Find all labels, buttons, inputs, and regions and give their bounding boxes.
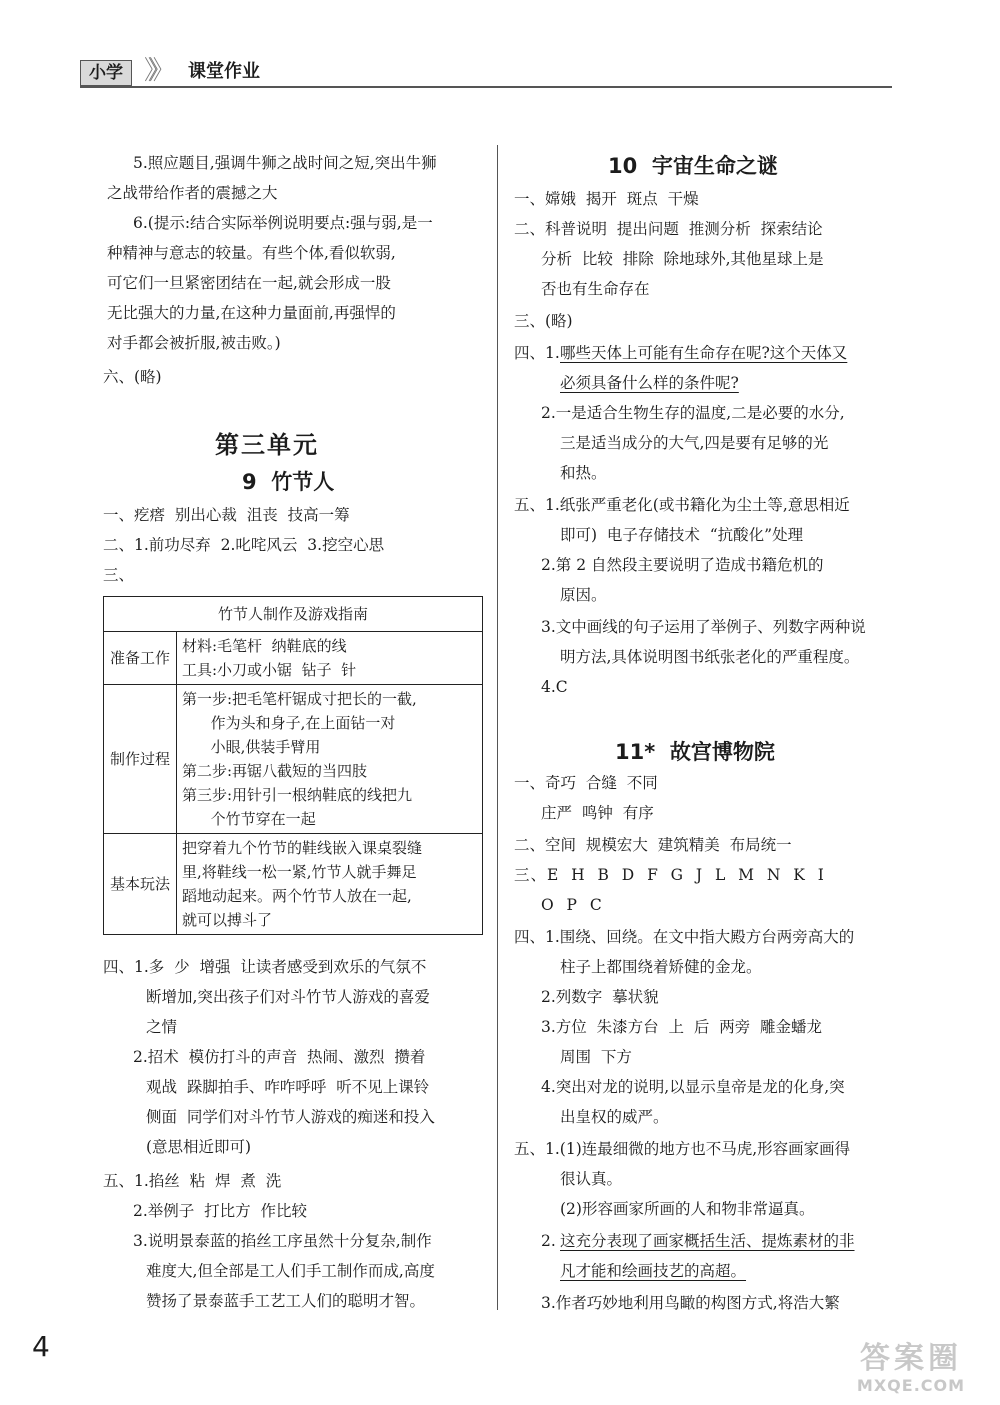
answer-line: 三是适当成分的大气,四是要有足够的光 <box>560 434 829 452</box>
underlined-sentence: 哪些天体上可能有生命存在呢?这个天体又 <box>560 344 848 362</box>
answer-line: 六、(略) <box>103 368 162 386</box>
answer-line: 2.一是适合生物生存的温度,二是必要的水分, <box>541 404 845 422</box>
answer-line: 2. <box>541 1232 556 1250</box>
table-row <box>104 834 483 935</box>
underlined-sentence: 凡才能和绘画技艺的高超。 <box>560 1262 747 1280</box>
row-content <box>177 834 483 935</box>
answer-line: 否也有生命存在 <box>541 280 650 298</box>
row-label: 制作过程 <box>104 685 177 834</box>
lesson-10-title: 10 宇宙生命之谜 <box>608 154 778 178</box>
answer-line: O P C <box>541 896 603 914</box>
table-caption: 竹节人制作及游戏指南 <box>104 597 483 632</box>
answer-line: 三、E H B D F G J L M N K I <box>514 866 825 884</box>
answer-line: 难度大,但全部是工人们手工制作而成,高度 <box>146 1262 435 1280</box>
answer-line: 之战带给作者的震撼之大 <box>107 184 278 202</box>
answer-line: 三、(略) <box>514 312 573 330</box>
series-label: 小学 <box>80 60 132 86</box>
row-content <box>177 632 483 685</box>
answer-line: 周围 下方 <box>560 1048 632 1066</box>
watermark-logo <box>836 1342 986 1398</box>
answer-line: 无比强大的力量,在这种力量面前,再强悍的 <box>107 304 396 322</box>
guide-table <box>103 596 483 935</box>
answer-line: 四、1.多 少 增强 让读者感受到欢乐的气氛不 <box>103 958 427 976</box>
answer-line: 2.第 2 自然段主要说明了造成书籍危机的 <box>541 556 824 574</box>
answer-line: 侧面 同学们对斗竹节人游戏的痴迷和投入 <box>146 1108 435 1126</box>
answer-line: 四、1. <box>514 344 560 362</box>
answer-line: 二、1.前功尽弃 2.叱咤风云 3.挖空心思 <box>103 536 385 554</box>
cell-line: 蹈地动起来。两个竹节人放在一起, <box>182 887 412 905</box>
answer-line: 三、 <box>103 566 135 584</box>
answer-line: 庄严 鸣钟 有序 <box>541 804 654 822</box>
table-row <box>104 632 483 685</box>
column-divider <box>497 145 498 1310</box>
answer-line: (2)形容画家所画的人和物非常逼真。 <box>560 1200 815 1218</box>
cell-line: 就可以搏斗了 <box>182 911 273 929</box>
answer-line: 6.(提示:结合实际举例说明要点:强与弱,是一 <box>133 214 433 232</box>
answer-line: 柱子上都围绕着矫健的金龙。 <box>560 958 762 976</box>
answer-line: 一、疙瘩 别出心裁 沮丧 技高一筹 <box>103 506 350 524</box>
page-number: 4 <box>32 1330 50 1363</box>
answer-line: 可它们一旦紧密团结在一起,就会形成一股 <box>107 274 391 292</box>
cell-line: 第二步:再锯八截短的当四肢 <box>182 762 368 780</box>
unit-title: 第三单元 <box>215 431 319 459</box>
cell-line: 作为头和身子,在上面钻一对 <box>182 714 396 732</box>
cell-line: 材料:毛笔杆 纳鞋底的线 <box>182 637 347 655</box>
answer-line: 4.突出对龙的说明,以显示皇帝是龙的化身,突 <box>541 1078 845 1096</box>
answer-line: 和热。 <box>560 464 607 482</box>
answer-line: 明方法,具体说明图书纸张老化的严重程度。 <box>560 648 860 666</box>
answer-line: 五、1.纸张严重老化(或书籍化为尘土等,意思相近 <box>514 496 850 514</box>
cell-line: 工具:小刀或小锯 钻子 针 <box>182 661 357 679</box>
answer-line: (意思相近即可) <box>146 1138 252 1156</box>
table-row <box>104 685 483 834</box>
answer-line: 3.作者巧妙地利用鸟瞰的构图方式,将浩大繁 <box>541 1294 840 1312</box>
answer-line: 4.C <box>541 678 568 696</box>
cell-line: 里,将鞋线一松一紧,竹节人就手舞足 <box>182 863 417 881</box>
answer-line: 断增加,突出孩子们对斗竹节人游戏的喜爱 <box>146 988 430 1006</box>
answer-line: 五、1.掐丝 粘 焊 煮 洗 <box>103 1172 282 1190</box>
watermark-text: 答案圈 <box>860 1341 962 1376</box>
answer-line: 2.招术 模仿打斗的声音 热闹、激烈 攒着 <box>133 1048 426 1066</box>
book-title: 课堂作业 <box>188 61 260 82</box>
answer-line: 二、科普说明 提出问题 推测分析 探索结论 <box>514 220 823 238</box>
answer-line: 2.列数字 摹状貌 <box>541 988 659 1006</box>
answer-line: 2.举例子 打比方 作比较 <box>133 1202 307 1220</box>
answer-line: 3.方位 朱漆方台 上 后 两旁 雕金蟠龙 <box>541 1018 823 1036</box>
cell-line: 第三步:用针引一根纳鞋底的线把九 <box>182 786 413 804</box>
answer-line: 分析 比较 排除 除地球外,其他星球上是 <box>541 250 824 268</box>
answer-line: 五、1.(1)连最细微的地方也不马虎,形容画家画得 <box>514 1140 851 1158</box>
underlined-sentence: 这充分表现了画家概括生活、提炼素材的非 <box>560 1232 855 1250</box>
answer-line: 原因。 <box>560 586 607 604</box>
answer-line: 很认真。 <box>560 1170 623 1188</box>
answer-line: 赞扬了景泰蓝手工艺工人们的聪明才智。 <box>146 1292 426 1310</box>
chevron-icon: 》》 <box>144 56 168 86</box>
answer-line: 3.说明景泰蓝的掐丝工序虽然十分复杂,制作 <box>133 1232 432 1250</box>
answer-line: 对手都会被折服,被击败。) <box>107 334 281 352</box>
answer-line: 观战 跺脚拍手、咋咋呼呼 听不见上课铃 <box>146 1078 430 1096</box>
answer-line: 一、奇巧 合缝 不同 <box>514 774 658 792</box>
answer-line: 一、嫦娥 揭开 斑点 干燥 <box>514 190 699 208</box>
watermark-url: MXQE.COM <box>856 1376 966 1395</box>
cell-line: 小眼,供装手臂用 <box>182 738 321 756</box>
underlined-sentence: 必须具备什么样的条件呢? <box>560 374 739 392</box>
row-content <box>177 685 483 834</box>
answer-line: 四、1.围绕、回绕。在文中指大殿方台两旁高大的 <box>514 928 855 946</box>
answer-line: 即可) 电子存储技术 “抗酸化”处理 <box>560 526 804 544</box>
cell-line: 第一步:把毛笔杆锯成寸把长的一截, <box>182 690 417 708</box>
header-rule <box>80 86 892 88</box>
row-label: 基本玩法 <box>104 834 177 935</box>
answer-line: 5.照应题目,强调牛狮之战时间之短,突出牛狮 <box>133 154 437 172</box>
answer-line: 二、空间 规模宏大 建筑精美 布局统一 <box>514 836 792 854</box>
answer-line: 种精神与意志的较量。有些个体,看似软弱, <box>107 244 396 262</box>
lesson-11-title: 11* 故宫博物院 <box>615 740 775 764</box>
cell-line: 把穿着九个竹节的鞋线嵌入课桌裂缝 <box>182 839 423 857</box>
answer-line: 之情 <box>146 1018 178 1036</box>
answer-line: 出皇权的威严。 <box>560 1108 669 1126</box>
cell-line: 个竹节穿在一起 <box>182 810 316 828</box>
page-header <box>80 56 892 88</box>
answer-line: 3.文中画线的句子运用了举例子、列数字两种说 <box>541 618 866 636</box>
row-label: 准备工作 <box>104 632 177 685</box>
lesson-9-title: 9 竹节人 <box>242 470 335 494</box>
